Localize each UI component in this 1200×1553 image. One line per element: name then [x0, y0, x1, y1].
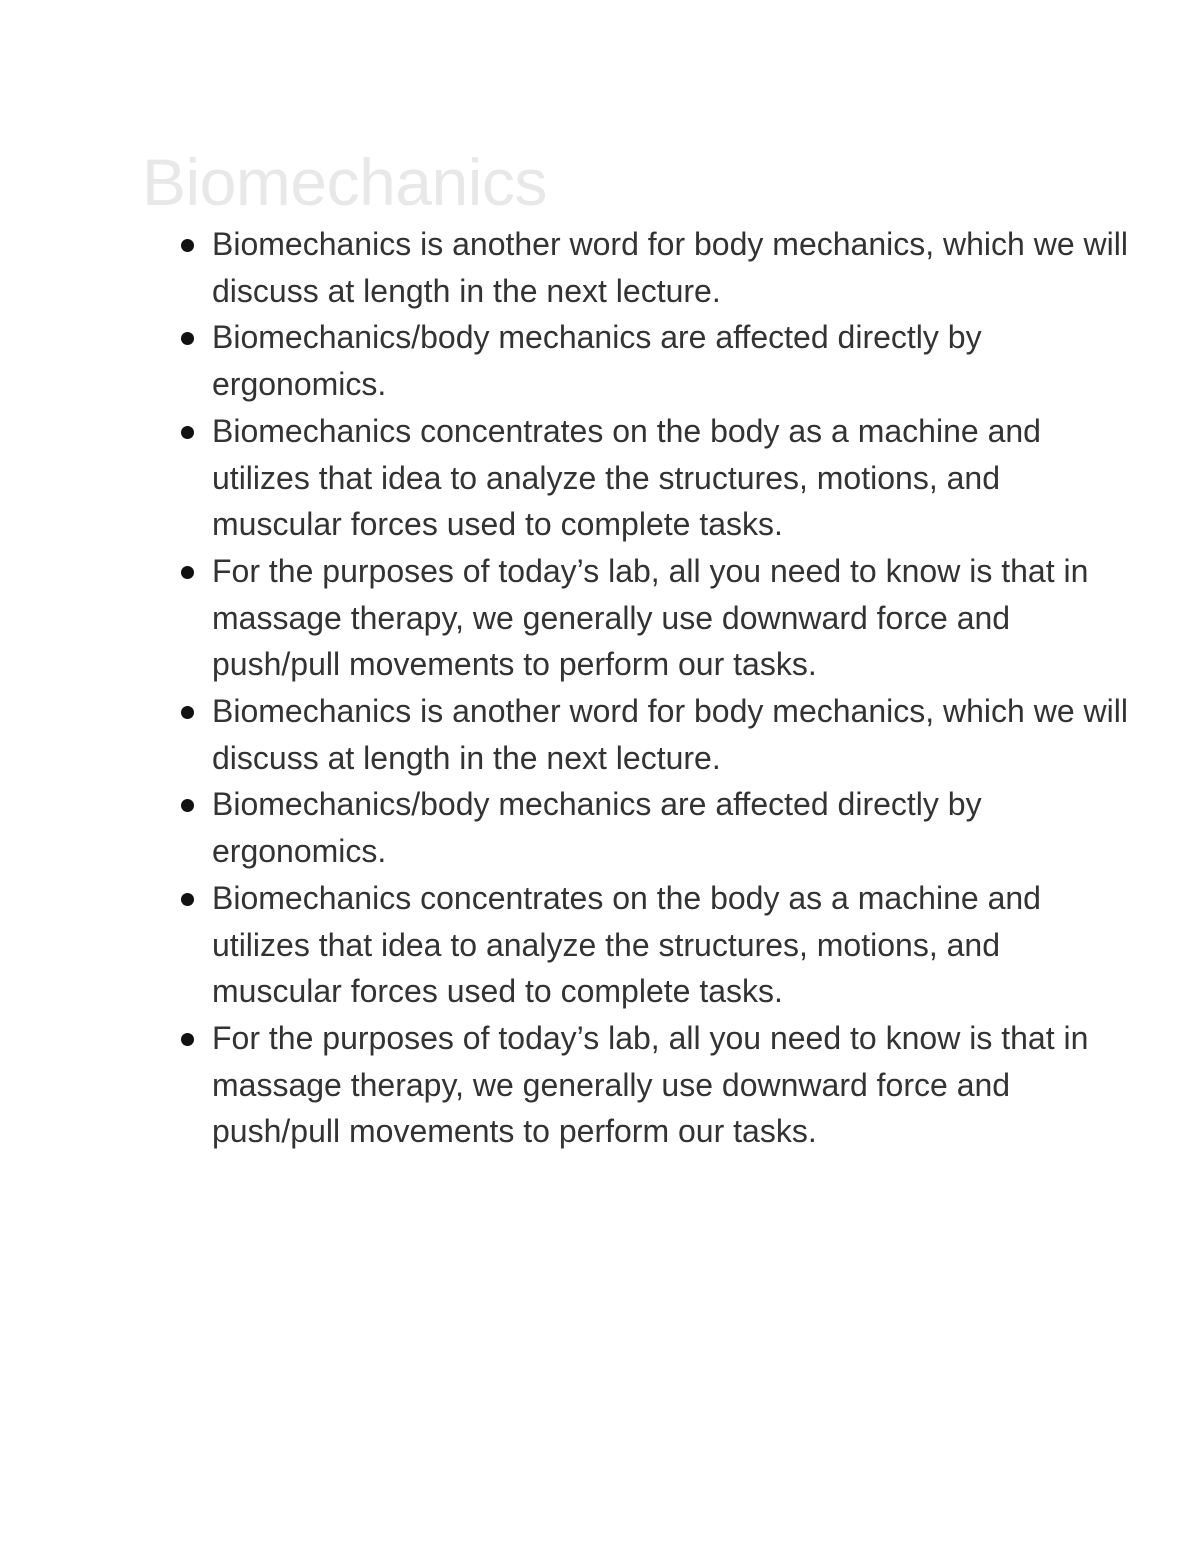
bullet-text: For the purposes of today’s lab, all you need to know is that in massage therapy, we generally use downward force and push/pull movements to perform our tasks. [212, 552, 1089, 683]
list-item [212, 1015, 1132, 1155]
list-item [212, 781, 1132, 874]
bullet-icon [181, 332, 194, 345]
bullet-text: Biomechanics/body mechanics are affected directly by ergonomics. [212, 786, 982, 870]
bullet-icon [181, 799, 194, 812]
list-item [212, 548, 1132, 688]
list-item [212, 688, 1132, 781]
bullet-icon [181, 1033, 194, 1046]
list-item [212, 221, 1132, 314]
bullet-text: Biomechanics is another word for body mechanics, which we will discuss at length in the next lecture. [212, 693, 1128, 776]
bullet-icon [181, 426, 194, 439]
bullet-icon [181, 893, 194, 906]
bullet-list [212, 221, 1132, 1155]
page-title: Biomechanics [142, 145, 547, 219]
list-item [212, 875, 1132, 1015]
list-item [212, 408, 1132, 548]
bullet-icon [181, 239, 194, 252]
bullet-text: For the purposes of today’s lab, all you need to know is that in massage therapy, we generally use downward force and push/pull movements to perform our tasks. [212, 1019, 1089, 1150]
bullet-icon [181, 706, 194, 719]
bullet-icon [181, 566, 194, 579]
bullet-text: Biomechanics concentrates on the body as a machine and utilizes that idea to analyze the structures, motions, and muscular forces used to complete tasks. [212, 879, 1041, 1010]
bullet-text: Biomechanics is another word for body mechanics, which we will discuss at length in the next lecture. [212, 226, 1128, 309]
list-item [212, 314, 1132, 407]
bullet-text: Biomechanics/body mechanics are affected directly by ergonomics. [212, 319, 982, 403]
bullet-text: Biomechanics concentrates on the body as a machine and utilizes that idea to analyze the structures, motions, and muscular forces used to complete tasks. [212, 412, 1041, 543]
